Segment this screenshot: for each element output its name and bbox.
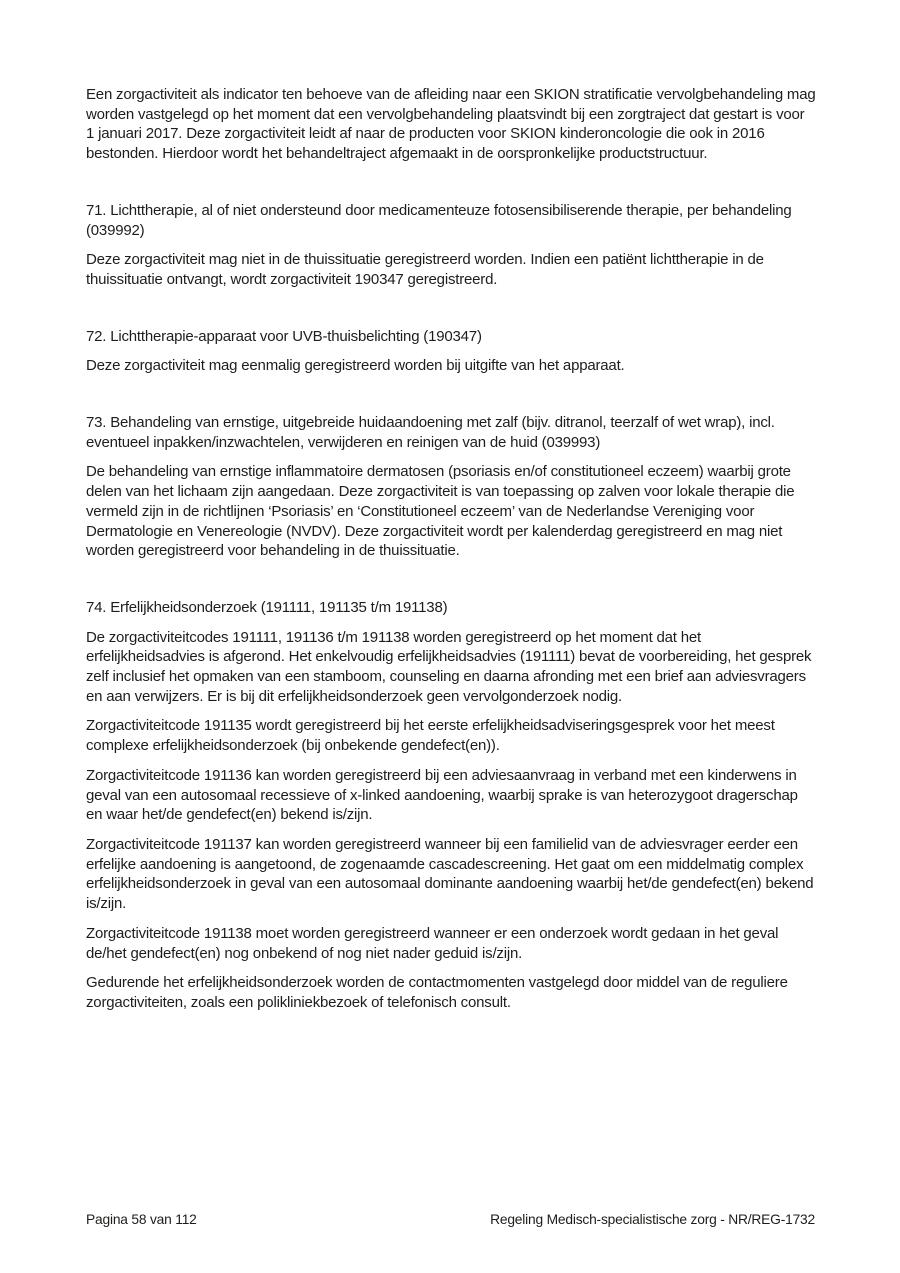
section-74-heading: 74. Erfelijkheidsonderzoek (191111, 191135 t/m 191138) [86,598,448,616]
footer-document-title: Regeling Medisch-specialistische zorg - NR/REG-1732 [490,1212,815,1227]
paragraph: Zorgactiviteitcode 191135 wordt geregistreerd bij het eerste erfelijkheidsadviseringsgesprek voor het meest complexe erfelijkheidsonderzoek (bij onbekende gendefect(en)). [86,717,775,755]
paragraph: Zorgactiviteitcode 191137 kan worden geregistreerd wanneer bij een familielid van de adviesvrager eerder een erfelijke aandoening is aangetoond, de zogenaamde cascadescreening. Het gaat om een middelmatig complex erfelijkheidsonderzoek in geval van een autosomaal dominante aandoening waarbij het/de gendefect(en) bekend is/zijn. [86,835,814,913]
section-73-heading: 73. Behandeling van ernstige, uitgebreide huidaandoening met zalf (bijv. ditranol, teerzalf of wet wrap), incl. eventueel inpakken/inzwachtelen, verwijderen en reinigen van de huid (039993) [86,414,775,451]
paragraph: De zorgactiviteitcodes 191111, 191136 t/m 191138 worden geregistreerd op het moment dat het erfelijkheidsadvies is afgerond. Het enkelvoudig erfelijkheidsadvies (191111) bevat de voorbereiding, het gesprek zelf inclusief het opmaken van een stamboom, counseling en daarna afronding met een brief aan adviesvragers en aan verwijzers. Er is bij dit erfelijkheidsonderzoek geen vervolgonderzoek nodig. [86,628,812,705]
paragraph: Zorgactiviteitcode 191136 kan worden geregistreerd bij een adviesaanvraag in verband met een kinderwens in geval van een autosomaal recessieve of x-linked aandoening, waarbij sprake is van heterozygoot dragerschap en waar het/de gendefect(en) bekend is/zijn. [86,766,798,824]
section-71-heading: 71. Lichttherapie, al of niet ondersteund door medicamenteuze fotosensibiliserende therapie, per behandeling (039992) [86,201,792,239]
section-73 [86,413,816,561]
paragraph: Zorgactiviteitcode 191138 moet worden geregistreerd wanneer er een onderzoek wordt gedaan in het geval de/het gendefect(en) nog onbekend of nog niet nader geduid is/zijn. [86,924,779,962]
footer-page-number: Pagina 58 van 112 [86,1212,197,1227]
section-71 [86,201,816,290]
intro-paragraph: Een zorgactiviteit als indicator ten behoeve van de afleiding naar een SKION stratificatie vervolgbehandeling mag worden vastgelegd op het moment dat een vervolgbehandeling plaatsvindt bij een zorgtraject dat gestart is voor 1 januari 2017. Deze zorgactiviteit leidt af naar de producten voor SKION kinderoncologie die ook in 2016 bestonden. Hierdoor wordt het behandeltraject afgemaakt in de oorspronkelijke productstructuur. [86,86,816,163]
paragraph: Deze zorgactiviteit mag niet in de thuissituatie geregistreerd worden. Indien een patiënt lichttherapie in de thuissituatie ontvangt, wordt zorgactiviteit 190347 geregistreerd. [86,251,764,288]
paragraph: De behandeling van ernstige inflammatoire dermatosen (psoriasis en/of constitutioneel eczeem) waarbij grote delen van het lichaam zijn aangedaan. Deze zorgactiviteit is van toepassing op zalven voor lokale therapie die vermeld zijn in de richtlijnen ‘Psoriasis’ en ‘Constitutioneel eczeem’ van de Nederlandse Vereniging voor Dermatologie en Venereologie (NVDV). Deze zorgactiviteit wordt per kalenderdag geregistreerd en mag niet worden geregistreerd voor behandeling in de thuissituatie. [86,463,795,560]
section-72-heading: 72. Lichttherapie-apparaat voor UVB-thuisbelichting (190347) [86,327,482,345]
page-footer [86,1211,815,1229]
section-72 [86,327,816,376]
section-74 [86,598,816,1013]
paragraph: Gedurende het erfelijkheidsonderzoek worden de contactmomenten vastgelegd door middel van de reguliere zorgactiviteiten, zoals een polikliniekbezoek of telefonisch consult. [86,974,788,1011]
paragraph: Deze zorgactiviteit mag eenmalig geregistreerd worden bij uitgifte van het apparaat. [86,357,625,375]
page-content [86,85,816,1023]
